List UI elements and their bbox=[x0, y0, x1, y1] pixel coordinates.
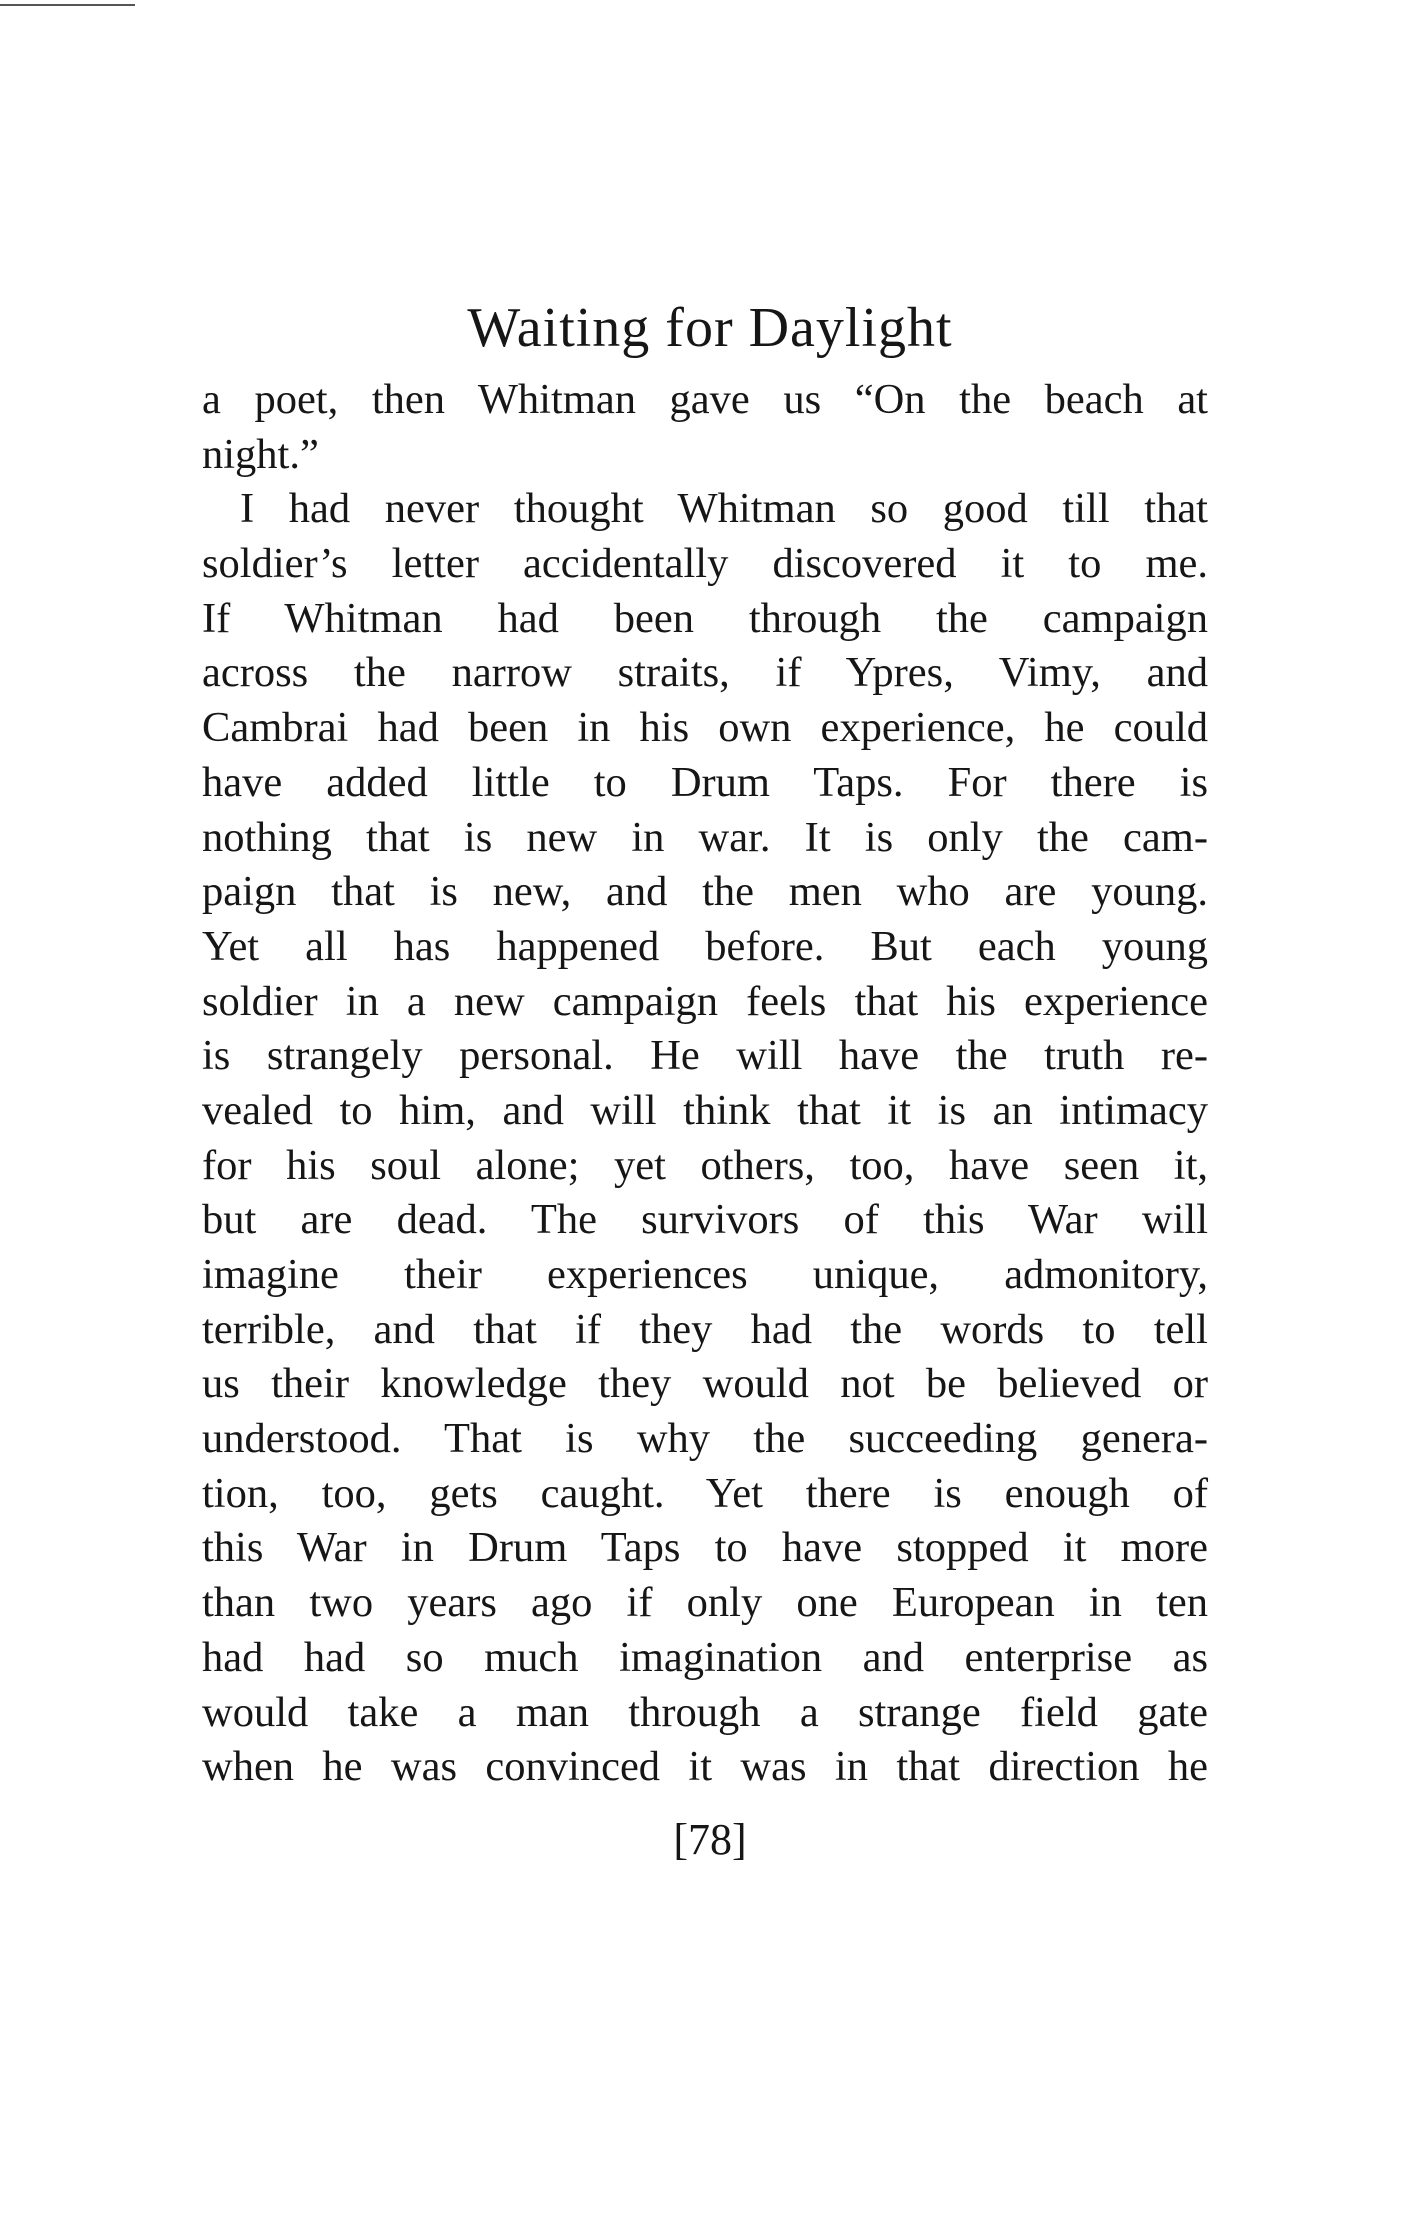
running-head: Waiting for Daylight bbox=[467, 297, 953, 359]
text-line-16: but are dead. The survivors of this War will bbox=[202, 1196, 1208, 1244]
text-line-11: Yet all has happened before. But each young bbox=[202, 922, 1208, 970]
text-line-25: would take a man through a strange field gate bbox=[202, 1688, 1208, 1736]
text-line-21: tion, too, gets caught. Yet there is enough of bbox=[202, 1469, 1208, 1517]
text-line-15: for his soul alone; yet others, too, have seen it, bbox=[202, 1141, 1208, 1189]
text-line-6: across the narrow straits, if Ypres, Vimy, and bbox=[202, 649, 1208, 697]
text-line-5: If Whitman had been through the campaign bbox=[202, 594, 1208, 642]
text-line-13: is strangely personal. He will have the truth re- bbox=[202, 1032, 1208, 1080]
text-line-22: this War in Drum Taps to have stopped it more bbox=[202, 1524, 1208, 1572]
text-line-7: Cambrai had been in his own experience, he could bbox=[202, 704, 1208, 752]
text-line-4: soldier’s letter accidentally discovered it to me. bbox=[202, 540, 1208, 588]
text-line-26: when he was convinced it was in that direction he bbox=[202, 1743, 1208, 1791]
text-line-8: have added little to Drum Taps. For there is bbox=[202, 758, 1208, 806]
text-line-19: us their knowledge they would not be believed or bbox=[202, 1360, 1208, 1408]
page-number: [78] bbox=[673, 1815, 747, 1864]
text-line-24: had had so much imagination and enterprise as bbox=[202, 1633, 1208, 1681]
body-text bbox=[202, 373, 1208, 1795]
text-line-12: soldier in a new campaign feels that his experience bbox=[202, 977, 1208, 1025]
text-line-14: vealed to him, and will think that it is an intimacy bbox=[202, 1086, 1208, 1134]
scan-edge-mark bbox=[0, 4, 135, 6]
text-line-2: night.” bbox=[202, 430, 319, 478]
text-line-20: understood. That is why the succeeding genera- bbox=[202, 1415, 1208, 1463]
text-line-23: than two years ago if only one European in ten bbox=[202, 1579, 1208, 1627]
text-line-1: a poet, then Whitman gave us “On the beach at bbox=[202, 376, 1208, 423]
text-line-18: terrible, and that if they had the words to tell bbox=[202, 1305, 1208, 1353]
text-line-17: imagine their experiences unique, admonitory, bbox=[202, 1251, 1208, 1298]
text-line-10: paign that is new, and the men who are young. bbox=[202, 868, 1208, 916]
text-line-3: I had never thought Whitman so good till that bbox=[240, 485, 1208, 533]
text-line-9: nothing that is new in war. It is only the cam- bbox=[202, 813, 1208, 861]
